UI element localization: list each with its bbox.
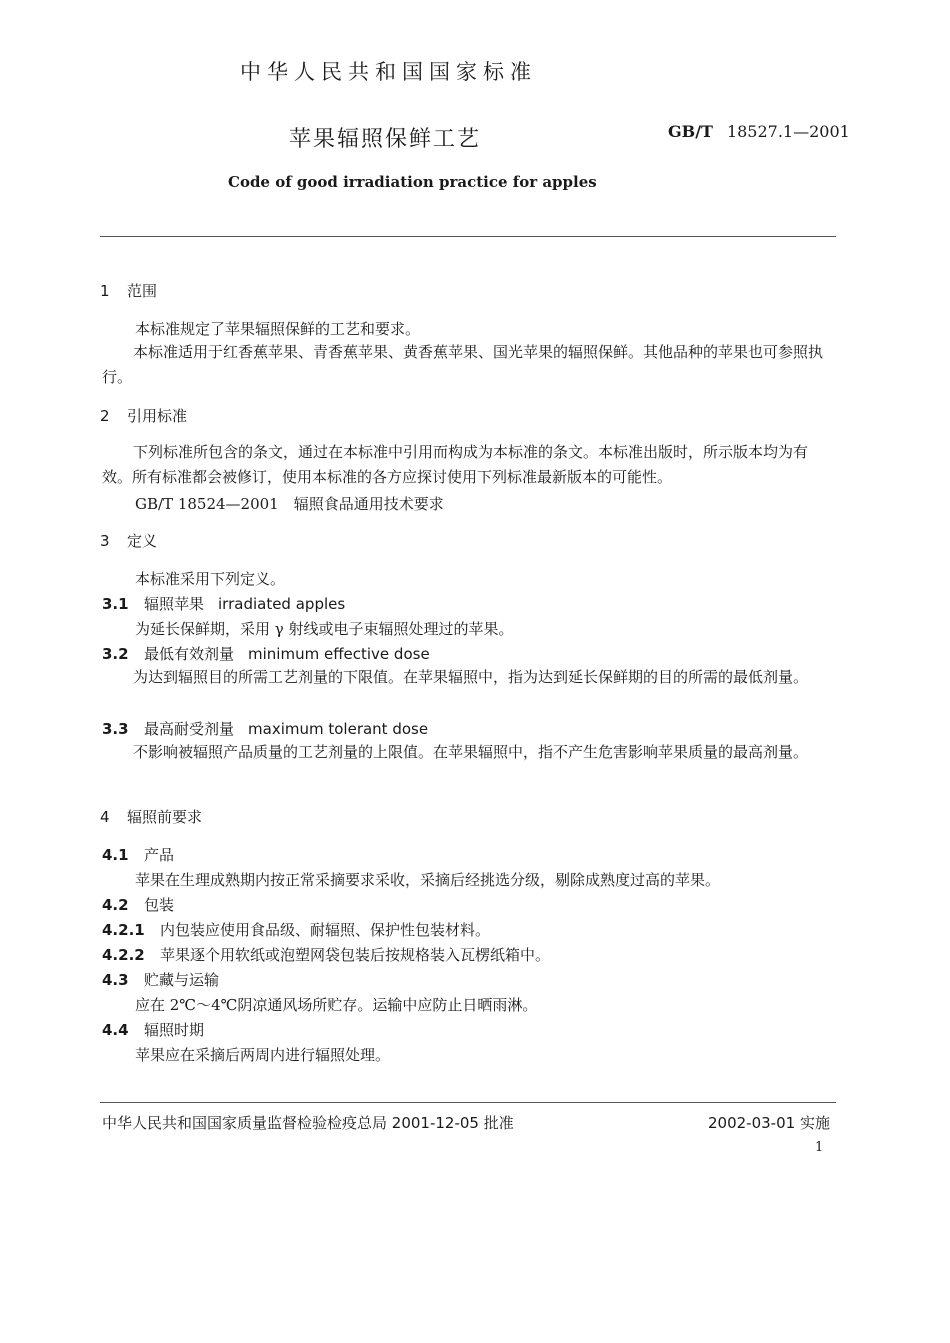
clause-title: 辐照时期 bbox=[144, 1021, 205, 1039]
definition-term: 最高耐受剂量 bbox=[144, 720, 235, 738]
section-number: 1 bbox=[100, 282, 110, 300]
paragraph-text: 本标准适用于红香蕉苹果、青香蕉苹果、黄香蕉苹果、国光苹果的辐照保鲜。其他品种的苹果也可参照执行。 bbox=[102, 343, 824, 386]
standard-number bbox=[668, 122, 850, 141]
clause-number: 3.1 bbox=[102, 595, 129, 613]
page-number: 1 bbox=[815, 1140, 824, 1155]
clause-4-2 bbox=[102, 894, 174, 915]
clause-4-2-1 bbox=[102, 919, 490, 940]
section-title: 范围 bbox=[127, 282, 158, 300]
clause-title: 产品 bbox=[144, 846, 175, 864]
paragraph-text: 下列标准所包含的条文，通过在本标准中引用而构成为本标准的条文。本标准出版时，所示版本均为有效。所有标准都会被修订，使用本标准的各方应探讨使用下列标准最新版本的可能性。 bbox=[102, 443, 809, 486]
clause-title: 包装 bbox=[144, 896, 175, 914]
definition-term-en: irradiated apples bbox=[218, 595, 346, 613]
section-2-para-1 bbox=[102, 440, 836, 490]
clause-4-2-2 bbox=[102, 944, 550, 965]
section-title: 辐照前要求 bbox=[127, 808, 203, 826]
definition-term-en: minimum effective dose bbox=[248, 645, 430, 663]
definition-term-en: maximum tolerant dose bbox=[248, 720, 429, 738]
section-number: 4 bbox=[100, 808, 110, 826]
clause-4-1 bbox=[102, 844, 174, 865]
definition-3-3 bbox=[102, 718, 428, 739]
clause-4-1-text: 苹果在生理成熟期内按正常采摘要求采收，采摘后经挑选分级，剔除成熟度过高的苹果。 bbox=[135, 871, 721, 889]
definition-term: 辐照苹果 bbox=[144, 595, 205, 613]
clause-4-4 bbox=[102, 1019, 204, 1040]
section-1-para-1: 本标准规定了苹果辐照保鲜的工艺和要求。 bbox=[135, 320, 421, 338]
clause-number: 4.1 bbox=[102, 846, 129, 864]
standard-title-zh: 苹果辐照保鲜工艺 bbox=[289, 127, 482, 152]
clause-4-3 bbox=[102, 969, 219, 990]
standard-code: 18527.1—2001 bbox=[726, 122, 850, 141]
section-title: 引用标准 bbox=[127, 407, 188, 425]
clause-number: 4.2.2 bbox=[102, 946, 145, 964]
definition-3-1-text: 为延长保鲜期，采用 γ 射线或电子束辐照处理过的苹果。 bbox=[135, 620, 514, 638]
section-3-para-1: 本标准采用下列定义。 bbox=[135, 570, 286, 588]
paragraph-text: 为达到辐照目的所需工艺剂量的下限值。在苹果辐照中，指为达到延长保鲜期的目的所需的最低剂量。 bbox=[133, 668, 809, 686]
clause-text: 内包装应使用食品级、耐辐照、保护性包装材料。 bbox=[160, 921, 491, 939]
issuing-body: 中华人民共和国国家标准 bbox=[240, 60, 537, 84]
section-4-heading bbox=[100, 806, 202, 827]
reference-standard: GB/T 18524—2001 辐照食品通用技术要求 bbox=[135, 495, 444, 513]
section-number: 3 bbox=[100, 532, 110, 550]
section-1-heading bbox=[100, 280, 157, 301]
approval-info: 中华人民共和国国家质量监督检验检疫总局 2001-12-05 批准 bbox=[102, 1114, 514, 1132]
definition-term: 最低有效剂量 bbox=[144, 645, 235, 663]
paragraph-text: 不影响被辐照产品质量的工艺剂量的上限值。在苹果辐照中，指不产生危害影响苹果质量的最高剂量。 bbox=[133, 743, 809, 761]
clause-number: 4.3 bbox=[102, 971, 129, 989]
footer-divider bbox=[100, 1102, 836, 1103]
definition-3-2 bbox=[102, 643, 430, 664]
clause-4-3-text: 应在 2℃～4℃阴凉通风场所贮存。运输中应防止日晒雨淋。 bbox=[135, 996, 538, 1014]
header-divider bbox=[100, 236, 836, 237]
clause-number: 4.4 bbox=[102, 1021, 129, 1039]
definition-3-3-text bbox=[102, 740, 836, 765]
definition-3-2-text bbox=[102, 665, 836, 690]
section-number: 2 bbox=[100, 407, 110, 425]
effective-date: 2002-03-01 实施 bbox=[708, 1114, 830, 1132]
clause-4-4-text: 苹果应在采摘后两周内进行辐照处理。 bbox=[135, 1046, 391, 1064]
standard-title-en: Code of good irradiation practice for apples bbox=[228, 173, 597, 191]
definition-3-1 bbox=[102, 593, 345, 614]
section-1-para-2 bbox=[102, 340, 836, 390]
clause-number: 3.2 bbox=[102, 645, 129, 663]
clause-number: 4.2.1 bbox=[102, 921, 145, 939]
section-2-heading bbox=[100, 405, 187, 426]
clause-title: 贮藏与运输 bbox=[144, 971, 220, 989]
section-3-heading bbox=[100, 530, 157, 551]
clause-number: 4.2 bbox=[102, 896, 129, 914]
standard-prefix: GB/T bbox=[668, 122, 713, 141]
clause-text: 苹果逐个用软纸或泡塑网袋包装后按规格装入瓦楞纸箱中。 bbox=[160, 946, 551, 964]
clause-number: 3.3 bbox=[102, 720, 129, 738]
section-title: 定义 bbox=[127, 532, 158, 550]
